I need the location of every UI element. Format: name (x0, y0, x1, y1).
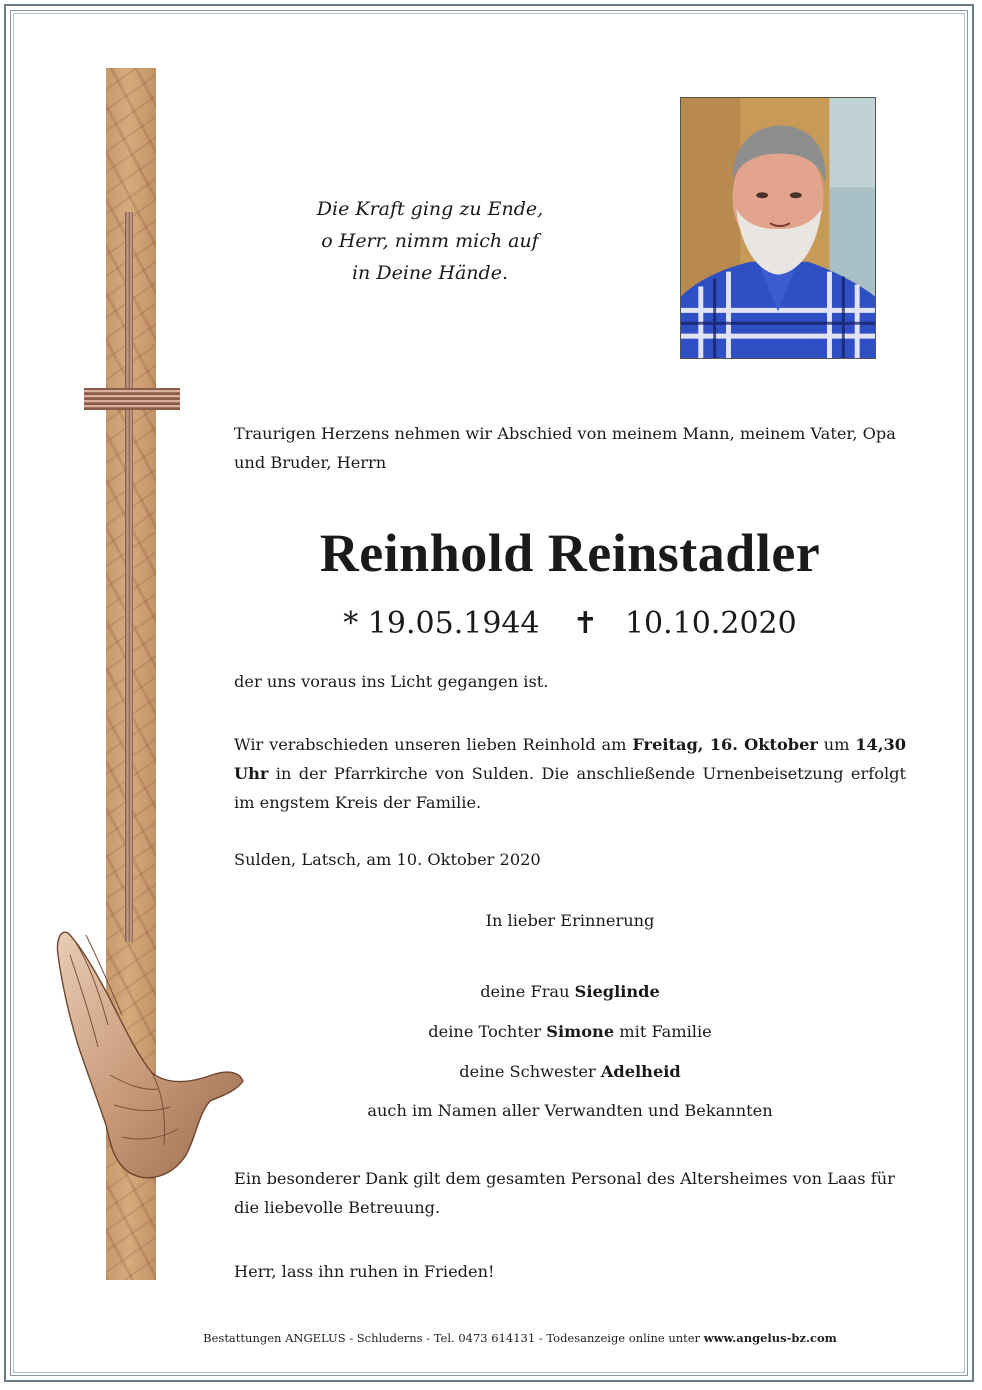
mourner-sister (234, 1062, 906, 1081)
mourner-wife (234, 982, 906, 1001)
mourner-name: Simone (546, 1022, 615, 1041)
footer-text: Bestattungen ANGELUS - Schluderns - Tel. 0473 614131 - Todesanzeige online unter (203, 1331, 704, 1345)
deceased-name: Reinhold Reinstadler (319, 523, 821, 583)
footer (120, 1331, 920, 1345)
mourner-relation: deine Schwester (459, 1062, 601, 1081)
birth-symbol: * (343, 606, 359, 641)
verse-line-2: o Herr, nimm mich auf (321, 230, 539, 252)
praying-hands-icon (40, 915, 245, 1185)
mourner-name: Sieglinde (574, 982, 660, 1001)
remembrance-heading: In lieber Erinnerung (485, 911, 655, 930)
mourner-relation: deine Frau (480, 982, 575, 1001)
relatives-line: auch im Namen aller Verwandten und Bekannten (367, 1101, 773, 1120)
thanks-paragraph: Ein besonderer Dank gilt dem gesamten Personal des Altersheimes von Laas für die liebevolle Betreuung. (234, 1169, 895, 1217)
footer-link[interactable]: www.angelus-bz.com (703, 1331, 837, 1345)
place-date: Sulden, Latsch, am 10. Oktober 2020 (234, 850, 541, 869)
passage-line: der uns voraus ins Licht gegangen ist. (234, 672, 549, 691)
service-text-mid: um (817, 735, 856, 754)
verse-line-1: Die Kraft ging zu Ende, (316, 198, 544, 220)
birth-date: 19.05.1944 (367, 606, 540, 641)
mourner-daughter (234, 1022, 906, 1041)
intro-paragraph: Traurigen Herzens nehmen wir Abschied von meinem Mann, meinem Vater, Opa und Bruder, Herrn (234, 424, 896, 472)
closing-prayer: Herr, lass ihn ruhen in Frieden! (234, 1262, 495, 1281)
service-text-pre: Wir verabschieden unseren lieben Reinhold am (234, 735, 633, 754)
life-dates (234, 604, 906, 644)
death-cross-icon: ✝ (572, 606, 598, 641)
cross-rod-decoration (125, 212, 133, 942)
mourner-name: Adelheid (600, 1062, 681, 1081)
service-day: Freitag, 16. Oktober (632, 735, 818, 754)
memorial-verse (250, 193, 610, 289)
mourner-relation: deine Tochter (428, 1022, 547, 1041)
service-time: 14,30 Uhr (234, 735, 906, 783)
service-text-post: in der Pfarrkirche von Sulden. Die anschließende Urnenbeisetzung erfolgt im engstem Kreis der Familie. (234, 764, 906, 812)
mourner-suffix: mit Familie (614, 1022, 712, 1041)
death-date: 10.10.2020 (624, 606, 797, 641)
service-paragraph (234, 730, 906, 817)
cross-bar-decoration (84, 388, 180, 410)
portrait-photo (680, 97, 876, 359)
verse-line-3: in Deine Hände. (351, 262, 508, 284)
